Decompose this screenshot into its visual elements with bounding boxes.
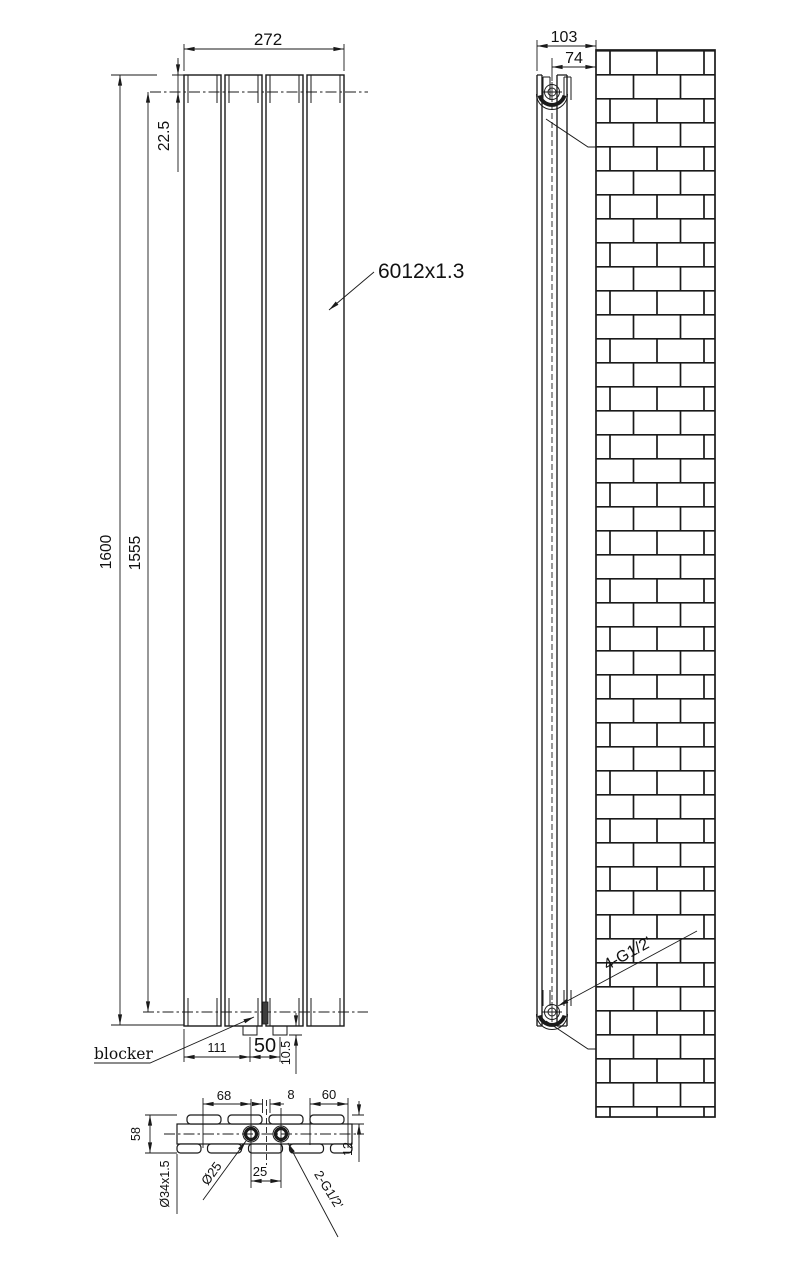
front-view	[94, 30, 464, 1074]
top-wall-bracket	[537, 77, 597, 147]
dim-74-label: 74	[565, 50, 583, 67]
dim-10p5-label: 10.5	[279, 1040, 293, 1066]
bottom-view	[129, 1087, 364, 1237]
dim-272-label: 272	[253, 30, 283, 49]
flat-tube	[187, 1115, 221, 1124]
tube-spec-label: 6012x1.3	[378, 260, 465, 283]
radiator-panel	[225, 75, 262, 1026]
port-diameter-label: Ø25	[198, 1159, 225, 1188]
dim-8-label: 8	[287, 1087, 295, 1102]
flat-tube	[249, 1144, 283, 1153]
pin-crosshair	[542, 82, 562, 102]
bottom-port-stub	[243, 1026, 257, 1035]
connection-spec-label: 4-G1/2'	[600, 934, 655, 974]
flat-tube	[290, 1144, 324, 1153]
bottom-wall-bracket	[537, 990, 597, 1049]
dim-12-label: 12	[341, 1142, 355, 1156]
radiator-panel	[184, 75, 221, 1026]
dim-103-label: 103	[550, 29, 578, 46]
dim-60-label: 60	[321, 1087, 337, 1102]
flat-tube	[228, 1115, 262, 1124]
collector-spec-label: Ø34x1.5	[158, 1160, 172, 1208]
bottom-port-stub	[273, 1026, 287, 1035]
dim-22p5-label: 22.5	[156, 120, 173, 152]
radiator-panel	[266, 75, 303, 1026]
dim-22p5-extension	[172, 58, 184, 172]
blocker-label: blocker	[94, 1045, 153, 1063]
dim-50-label: 50	[253, 1035, 277, 1057]
dim-25-label: 25	[252, 1164, 268, 1179]
dim-68-label: 68	[216, 1088, 232, 1103]
dim-1600-extensions	[111, 75, 184, 1025]
flat-tube	[310, 1115, 344, 1124]
dim-1600-label: 1600	[98, 534, 115, 570]
flat-tube	[177, 1144, 201, 1153]
thread-spec-label: 2-G1/2'	[311, 1167, 347, 1212]
side-view	[537, 29, 716, 1117]
flat-tube	[269, 1115, 303, 1124]
dim-111-label: 111	[207, 1041, 227, 1055]
flat-tube	[208, 1144, 242, 1153]
blocker-plug	[263, 1002, 269, 1024]
radiator-panel	[307, 75, 344, 1026]
dim-58-label: 58	[129, 1127, 143, 1141]
bracket-wall-arm	[546, 119, 596, 147]
dim-1555-label: 1555	[127, 535, 144, 571]
